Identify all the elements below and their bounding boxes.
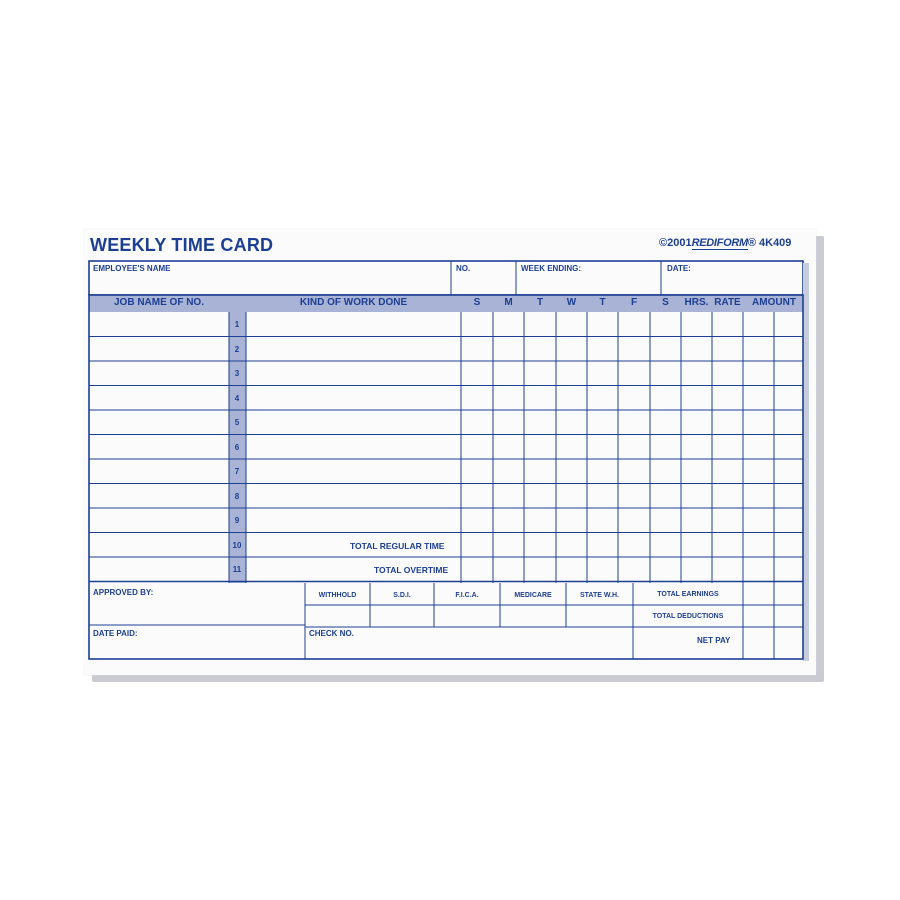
no-label: NO. [456, 264, 471, 273]
copyright: ©2001 [659, 237, 692, 249]
row-number-10: 10 [232, 540, 242, 550]
amount-header: AMOUNT [752, 297, 796, 308]
work-done-header: KIND OF WORK DONE [299, 297, 408, 308]
sdi-label: S.D.I. [393, 592, 411, 599]
day-header-3: W [566, 297, 577, 308]
row-number-6: 6 [234, 442, 240, 452]
date-label: DATE: [667, 264, 691, 273]
day-header-4: T [599, 297, 606, 308]
form-title: WEEKLY TIME CARD [90, 235, 274, 255]
withhold-label: WITHHOLD [318, 592, 357, 599]
day-header-6: S [662, 297, 669, 308]
row-number-8: 8 [234, 491, 240, 501]
product-code: ® 4K409 [747, 237, 792, 249]
row-number-3: 3 [234, 369, 240, 378]
row-number-1: 1 [234, 320, 240, 329]
total-overtime-label: TOTAL OVERTIME [374, 565, 449, 575]
rate-header: RATE [714, 297, 741, 308]
total-earnings-label: TOTAL EARNINGS [657, 591, 719, 598]
week-ending-label: WEEK ENDING: [521, 264, 581, 273]
medicare-label: MEDICARE [514, 592, 552, 599]
date-paid-label: DATE PAID: [93, 629, 138, 638]
employee-name-label: EMPLOYEE'S NAME [93, 264, 171, 273]
day-header-5: F [630, 297, 638, 308]
fica-label: F.I.C.A. [455, 592, 479, 599]
day-header-2: T [536, 297, 544, 308]
row-number-4: 4 [234, 393, 240, 403]
approved-by-label: APPROVED BY: [93, 588, 154, 597]
total-regular-time-label: TOTAL REGULAR TIME [350, 541, 445, 551]
row-number-9: 9 [234, 516, 240, 525]
state-wh-label: STATE W.H. [579, 592, 620, 599]
net-pay-label: NET PAY [697, 636, 731, 645]
row-number-11: 11 [232, 565, 242, 574]
job-name-header: JOB NAME OF NO. [113, 297, 204, 308]
row-number-7: 7 [234, 467, 240, 476]
day-header-0: S [473, 297, 481, 308]
hrs-header: HRS. [684, 297, 709, 308]
brand-logo: REDIFORM [691, 237, 748, 249]
row-number-5: 5 [234, 418, 240, 427]
row-number-2: 2 [234, 344, 240, 354]
copyright-line [659, 237, 791, 249]
total-deductions-label: TOTAL DEDUCTIONS [652, 613, 724, 620]
day-header-1: M [504, 297, 513, 308]
check-no-label: CHECK NO. [309, 629, 354, 638]
